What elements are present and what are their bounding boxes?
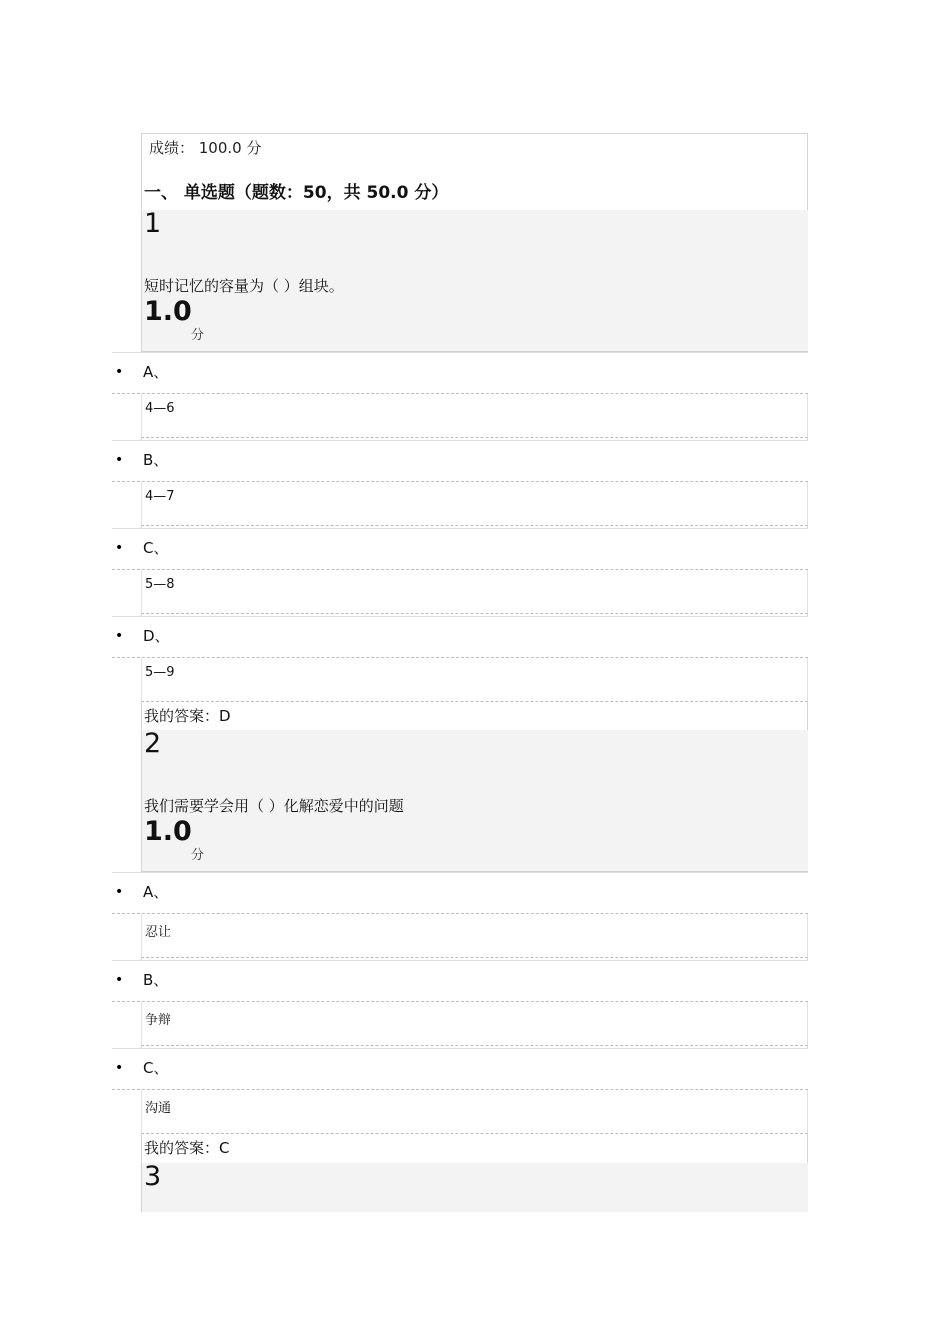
- option-letter: A、: [143, 363, 169, 381]
- question-header: [142, 730, 808, 872]
- option-text: 4—6: [145, 401, 175, 416]
- bullet-icon: •: [115, 540, 124, 556]
- question-header: [142, 210, 808, 352]
- option-letter: C、: [143, 539, 169, 557]
- bullet-icon: •: [115, 972, 124, 988]
- total-score: 成绩： 100.0 分: [149, 139, 262, 157]
- question-points: 1.0: [144, 296, 192, 327]
- option-c[interactable]: [112, 528, 808, 570]
- question-number: 3: [144, 1161, 162, 1192]
- option-a[interactable]: [112, 352, 808, 394]
- option-text: 沟通: [145, 1101, 172, 1116]
- bullet-icon: •: [115, 364, 124, 380]
- bullet-icon: •: [115, 452, 124, 468]
- option-text: 忍让: [145, 925, 172, 940]
- option-text: 4—7: [145, 489, 175, 504]
- option-a-content: [141, 914, 808, 958]
- question-points-unit: 分: [191, 328, 205, 343]
- my-answer: 我的答案：C: [144, 1139, 230, 1157]
- question-text: 我们需要学会用（ ）化解恋爱中的问题: [144, 797, 404, 815]
- option-a[interactable]: [112, 872, 808, 914]
- section-title: 一、 单选题（题数：50，共 50.0 分）: [144, 183, 449, 203]
- option-letter: C、: [143, 1059, 169, 1077]
- option-text: 5—8: [145, 577, 175, 592]
- question-header: [142, 1163, 808, 1212]
- option-b-content: [141, 482, 808, 526]
- option-b[interactable]: [112, 440, 808, 482]
- option-a-content: [141, 394, 808, 438]
- option-text: 5—9: [145, 665, 175, 680]
- option-letter: B、: [143, 451, 169, 469]
- option-b-content: [141, 1002, 808, 1046]
- question-number: 1: [144, 208, 162, 239]
- option-c-content: [141, 570, 808, 614]
- option-c-content: [141, 1090, 808, 1134]
- option-letter: D、: [143, 627, 170, 645]
- option-text: 争辩: [145, 1013, 172, 1028]
- option-b[interactable]: [112, 960, 808, 1002]
- my-answer: 我的答案：D: [144, 707, 231, 725]
- question-text: 短时记忆的容量为（ ）组块。: [144, 277, 344, 295]
- option-d-content: [141, 658, 808, 702]
- bullet-icon: •: [115, 1060, 124, 1076]
- option-letter: A、: [143, 883, 169, 901]
- question-points-unit: 分: [191, 848, 205, 863]
- option-d[interactable]: [112, 616, 808, 658]
- question-number: 2: [144, 728, 162, 759]
- option-letter: B、: [143, 971, 169, 989]
- question-points: 1.0: [144, 816, 192, 847]
- option-c[interactable]: [112, 1048, 808, 1090]
- bullet-icon: •: [115, 884, 124, 900]
- bullet-icon: •: [115, 628, 124, 644]
